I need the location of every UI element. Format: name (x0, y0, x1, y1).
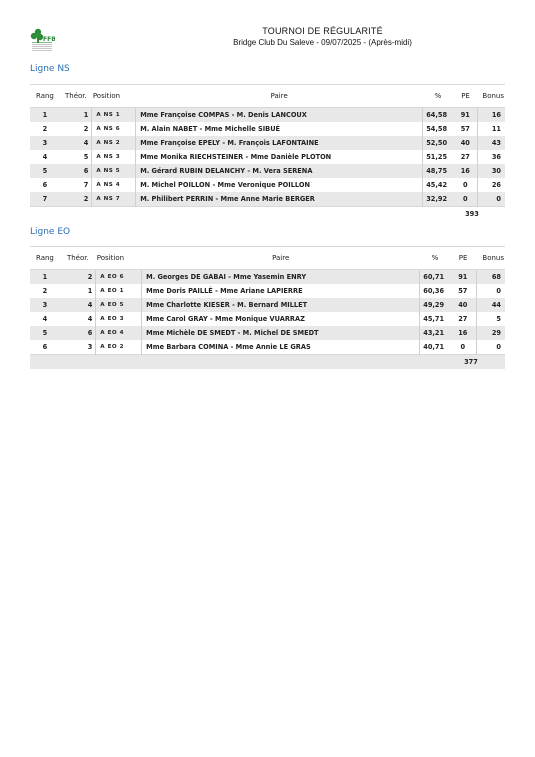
table-header-row (30, 247, 505, 270)
total-pe: 377 (450, 355, 505, 370)
col-paire: Paire (142, 247, 420, 270)
table-row: 4 4 A EO 3 Mme Carol GRAY - Mme Monique VUARRAZ 45,71 27 5 (30, 312, 505, 326)
ns-results-table (30, 84, 505, 221)
col-theor: Théor. (60, 85, 92, 108)
page-subtitle: Bridge Club Du Saleve - 09/07/2025 - (Après-midi) (233, 38, 412, 47)
table-row: 4 5 A NS 3 Mme Monika RIECHSTEINER - Mme Danièle PLOTON 51,25 27 36 (30, 150, 505, 164)
total-pe: 393 (453, 207, 505, 222)
ffb-logo (29, 26, 55, 52)
col-paire: Paire (136, 85, 423, 108)
svg-text:FFB: FFB (43, 36, 55, 43)
col-pe: PE (453, 85, 478, 108)
totals-row (30, 207, 505, 222)
col-position: Position (96, 247, 142, 270)
eo-results-table (30, 246, 505, 369)
page-header (130, 26, 515, 47)
col-rang: Rang (30, 247, 60, 270)
col-theor: Théor. (60, 247, 96, 270)
table-row: 2 1 A EO 1 Mme Doris PAILLÉ - Mme Ariane LAPIERRE 60,36 57 0 (30, 284, 505, 298)
col-pct: % (420, 247, 450, 270)
table-row: 6 3 A EO 2 Mme Barbara COMINA - Mme Annie LE GRAS 40,71 0 0 (30, 340, 505, 355)
table-header-row (30, 85, 505, 108)
page-title: TOURNOI DE RÉGULARITÉ (262, 26, 383, 36)
table-row: 5 6 A EO 4 Mme Michèle DE SMEDT - M. Michel DE SMEDT 43,21 16 29 (30, 326, 505, 340)
table-row: 1 1 A NS 1 Mme Françoise COMPAS - M. Denis LANCOUX 64,58 91 16 (30, 108, 505, 123)
col-pe: PE (450, 247, 476, 270)
table-row: 3 4 A EO 5 Mme Charlotte KIESER - M. Bernard MILLET 49,29 40 44 (30, 298, 505, 312)
table-row: 3 4 A NS 2 Mme Françoise EPELY - M. François LAFONTAINE 52,50 40 43 (30, 136, 505, 150)
table-row: 7 2 A NS 7 M. Philibert PERRIN - Mme Anne Marie BERGER 32,92 0 0 (30, 192, 505, 207)
col-pct: % (423, 85, 453, 108)
col-position: Position (92, 85, 136, 108)
table-row: 6 7 A NS 4 M. Michel POILLON - Mme Veronique POILLON 45,42 0 26 (30, 178, 505, 192)
section-title-eo: Ligne EO (30, 227, 71, 237)
section-title-ns: Ligne NS (30, 64, 70, 74)
totals-row (30, 355, 505, 370)
table-row: 1 2 A EO 6 M. Georges DE GABAI - Mme Yasemin ENRY 60,71 91 68 (30, 270, 505, 285)
col-rang: Rang (30, 85, 60, 108)
table-row: 5 6 A NS 5 M. Gérard RUBIN DELANCHY - M. Vera SERENA 48,75 16 30 (30, 164, 505, 178)
col-bonus: Bonus (478, 85, 505, 108)
table-row: 2 2 A NS 6 M. Alain NABET - Mme Michelle SIBUÉ 54,58 57 11 (30, 122, 505, 136)
col-bonus: Bonus (476, 247, 505, 270)
